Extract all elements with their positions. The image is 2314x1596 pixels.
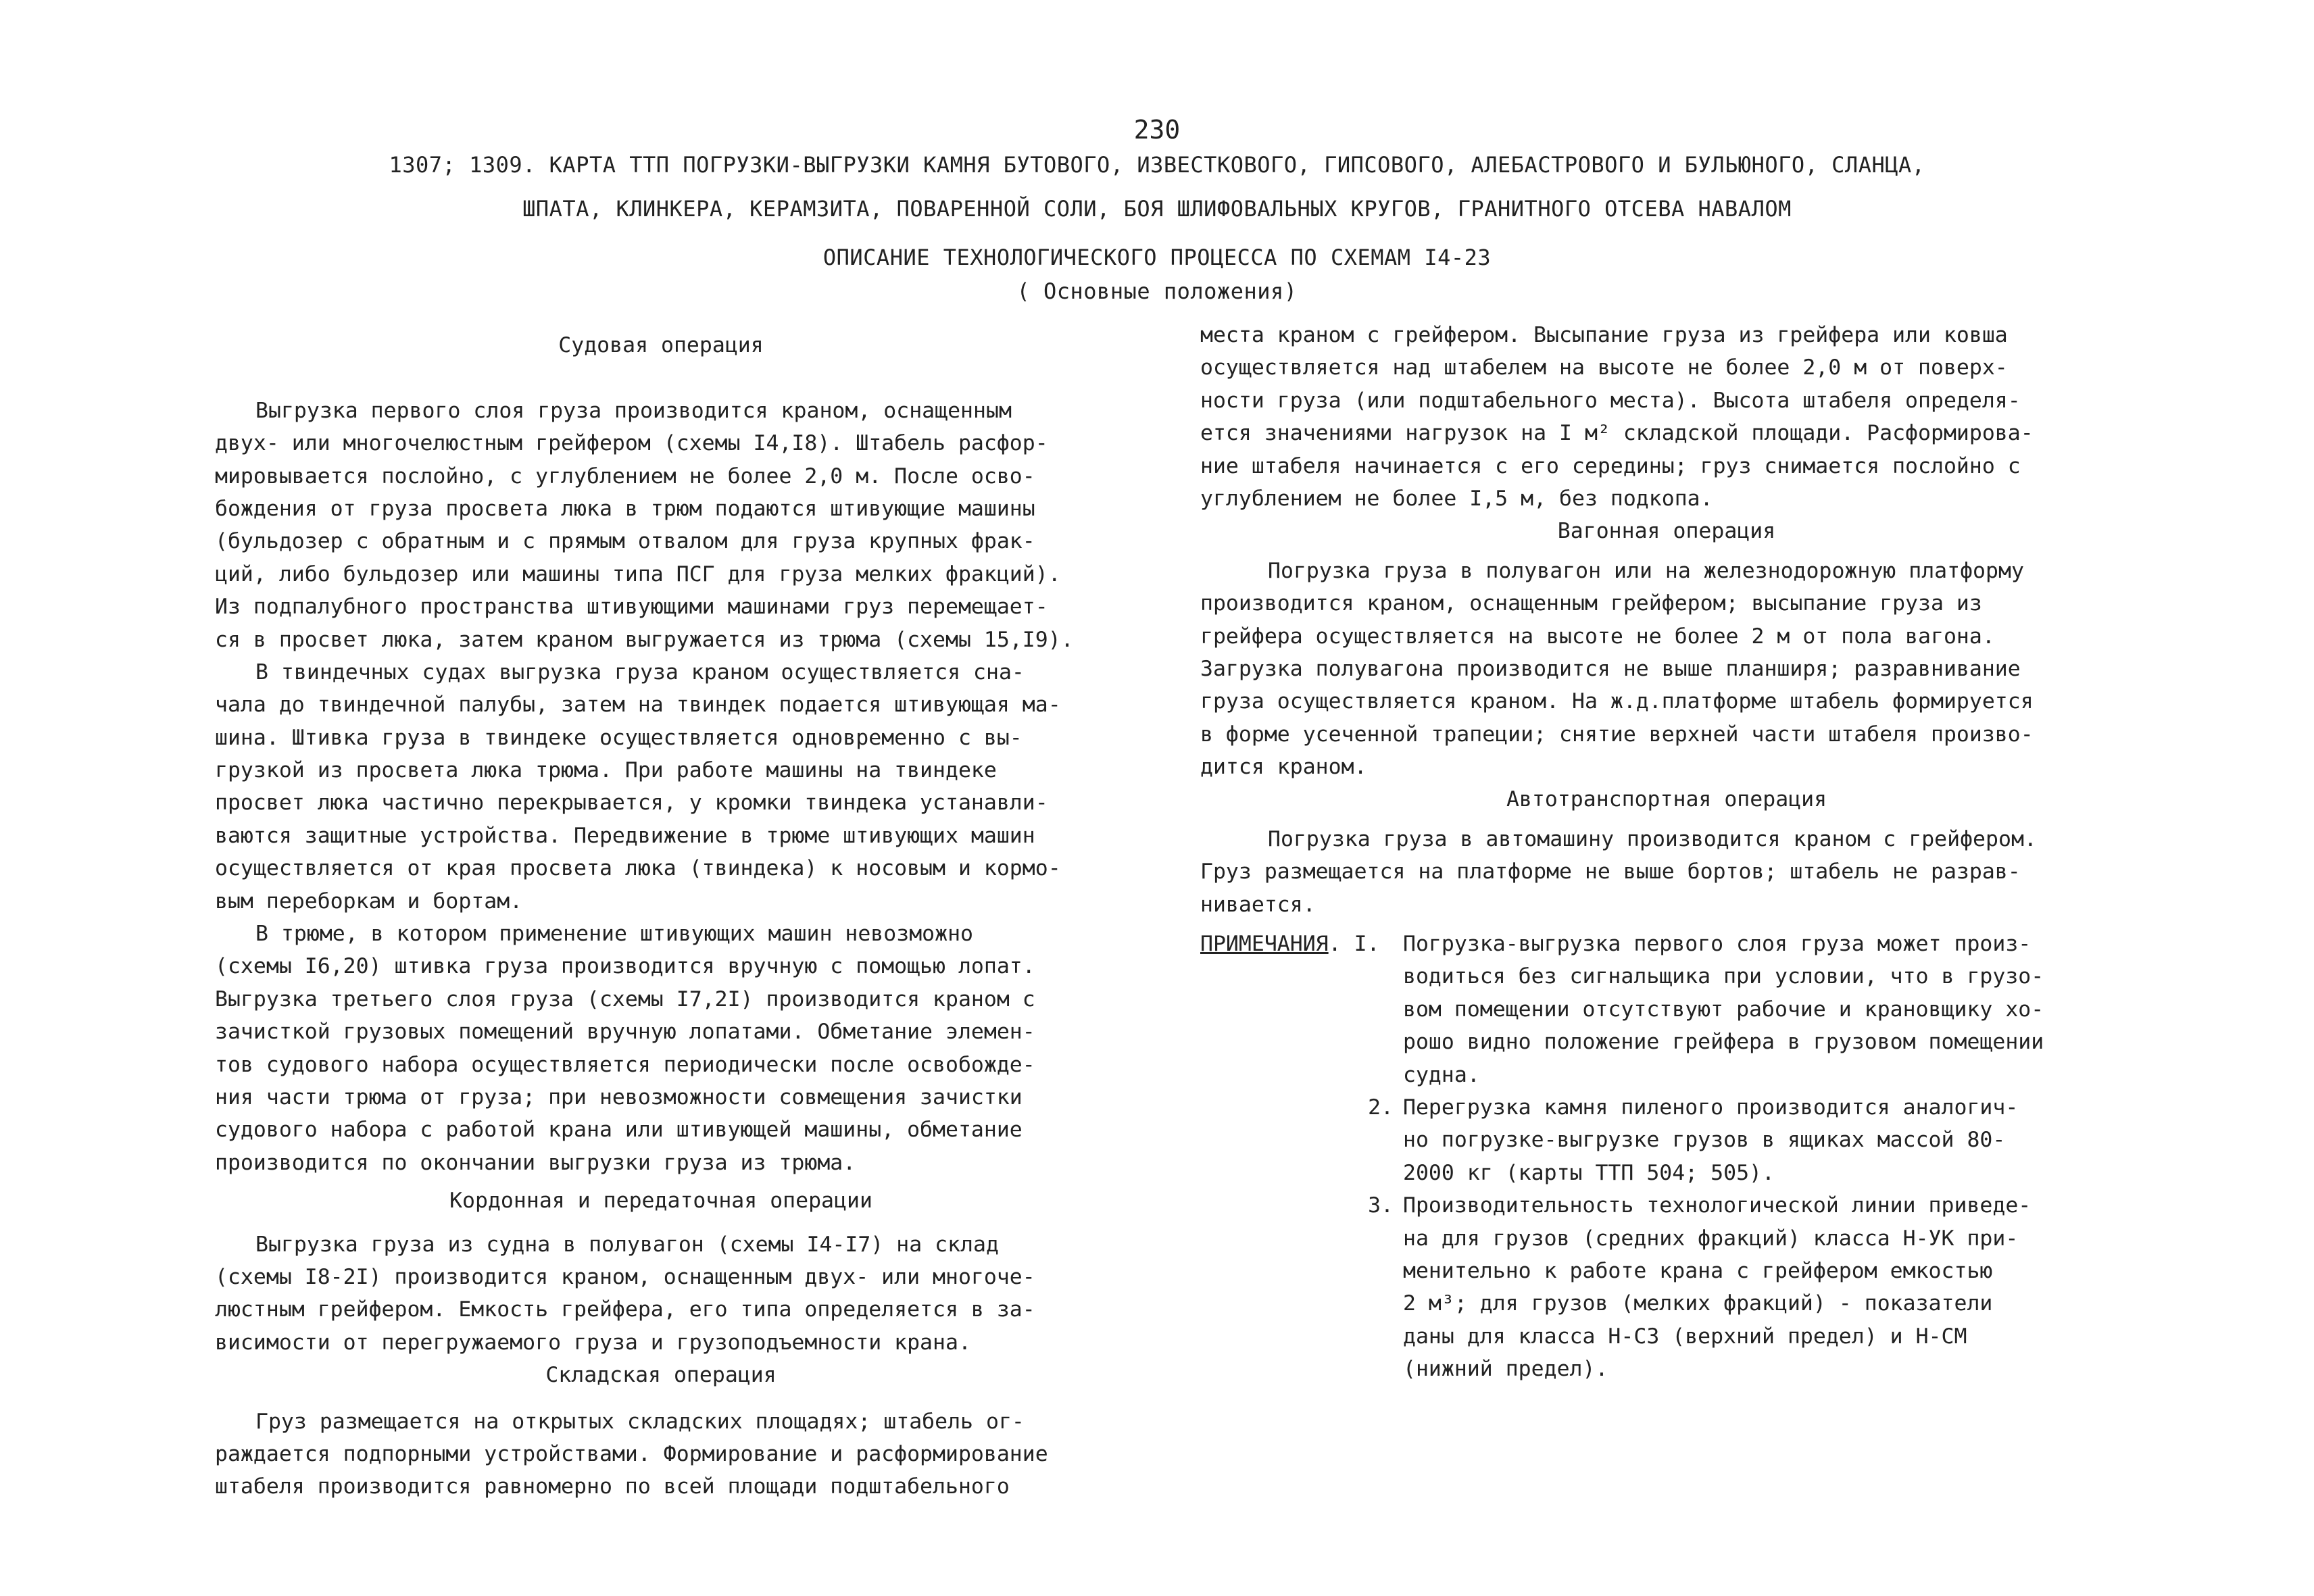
text-line: бождения от груза просвета люка в трюм подаются штивующие машины <box>215 496 1035 521</box>
text-line: Погрузка-выгрузка первого слоя груза может произ- <box>1403 932 2032 957</box>
section-subtitle: ОПИСАНИЕ ТЕХНОЛОГИЧЕСКОГО ПРОЦЕССА ПО СХЕМАМ I4-23 <box>822 245 1492 270</box>
text-line: судового набора с работой крана или штивующей машины, обметание <box>215 1118 1023 1143</box>
text-line: осуществляется над штабелем на высоте не более 2,0 м от поверх- <box>1200 355 2008 380</box>
text-line: (схемы I8-2I) производится краном, оснащенным двух- или многоче- <box>215 1264 1035 1289</box>
note-1-first-line <box>1200 928 2133 960</box>
text-line: осуществляется от края просвета люка (твиндека) к носовым и кормо- <box>215 856 1061 881</box>
text-line: Загрузка полувагона производится не выше планширя; разравнивание <box>1200 656 2021 681</box>
text-line: Выгрузка первого слоя груза производится краном, оснащенным <box>255 398 1012 423</box>
text-line: (бульдозер с обратным и с прямым отвалом для груза крупных фрак- <box>215 529 1035 554</box>
paragraph-auto <box>1200 823 2133 921</box>
text-line: груза осуществляется краном. На ж.д.платформе штабель формируется <box>1200 689 2034 714</box>
paragraph-wagon <box>1200 555 2133 784</box>
paragraph-warehouse-continued <box>1200 319 2133 515</box>
text-line: рошо видно положение грейфера в грузовом помещении <box>1403 1030 2044 1055</box>
text-line: (нижний предел). <box>1403 1357 1608 1382</box>
text-line: Погрузка груза в полувагон или на железнодорожную платформу <box>1268 558 2024 583</box>
note-2-first-line <box>1200 1091 2133 1124</box>
text-line: раждается подпорными устройствами. Формирование и расформирование <box>215 1441 1048 1466</box>
text-line: В твиндечных судах выгрузка груза краном осуществляется сна- <box>255 659 1025 684</box>
text-line: в форме усеченной трапеции; снятие верхней части штабеля произво- <box>1200 722 2034 747</box>
text-line: чала до твиндечной палубы, затем на твиндек подается штивующая ма- <box>215 693 1061 718</box>
text-line: менительно к работе крана с грейфером емкостью <box>1403 1258 1993 1283</box>
text-line: Производительность технологической линии приведе- <box>1403 1193 2032 1218</box>
document-title-line-1: 1307; 1309. КАРТА ТТП ПОГРУЗКИ-ВЫГРУЗКИ КАМНЯ БУТОВОГО, ИЗВЕСТКОВОГО, ГИПСОВОГО, АЛЕБАСТРОВОГО И БУЛЬЮНОГО, СЛАНЦА, <box>389 152 1925 178</box>
text-line: Груз размещается на открытых складских площадях; штабель ог- <box>255 1409 1025 1434</box>
text-line: ся в просвет люка, затем краном выгружается из трюма (схемы 15,I9). <box>215 627 1074 652</box>
note-1-number: . I. <box>1328 932 1380 957</box>
text-line: Выгрузка груза из судна в полувагон (схемы I4-I7) на склад <box>255 1232 999 1257</box>
heading-wagon-operation: Вагонная операция <box>1557 519 1776 544</box>
text-line: Из подпалубного пространства штивующими машинами груз перемещает- <box>215 595 1048 620</box>
text-line: на для грузов (средних фракций) класса Н-УК при- <box>1403 1226 2019 1251</box>
note-2-number: 2. <box>1368 1095 1394 1120</box>
text-line: вом помещении отсутствуют рабочие и крановщику хо- <box>1403 997 2044 1022</box>
text-line: места краном с грейфером. Высыпание груза из грейфера или ковша <box>1200 323 2008 347</box>
text-line: даны для класса Н-СЗ (верхний предел) и Н-СМ <box>1403 1324 1967 1349</box>
text-line: ваются защитные устройства. Передвижение в трюме штивующих машин <box>215 823 1035 848</box>
text-line: ности груза (или подштабельного места). Высота штабеля определя- <box>1200 388 2021 413</box>
text-line: грузкой из просвета люка трюма. При работе машины на твиндеке <box>215 758 997 783</box>
text-line: грейфера осуществляется на высоте не более 2 м от пола вагона. <box>1200 624 1995 649</box>
text-line: но погрузке-выгрузке грузов в ящиках массой 80- <box>1403 1128 2006 1153</box>
left-column <box>215 329 1107 1503</box>
note-3-number: 3. <box>1368 1193 1394 1218</box>
text-line: ется значениями нагрузок на I м² складской площади. Расформирова- <box>1200 421 2034 446</box>
heading-cordon-operation: Кордонная и передаточная операции <box>449 1189 872 1214</box>
text-line: Перегрузка камня пиленого производится аналогич- <box>1403 1095 2019 1120</box>
text-line: углублением не более I,5 м, без подкопа. <box>1200 486 1713 511</box>
text-line: производится по окончании выгрузки груза из трюма. <box>215 1150 856 1175</box>
text-line: ния части трюма от груза; при невозможности совмещения зачистки <box>215 1084 1023 1109</box>
text-line: водиться без сигнальщика при условии, что в грузо- <box>1403 964 2044 989</box>
text-line: судна. <box>1403 1062 1480 1087</box>
text-line: нивается. <box>1200 892 1316 917</box>
text-line: просвет люка частично перекрывается, у кромки твиндека устанавли- <box>215 791 1048 816</box>
text-line: В трюме, в котором применение штивующих машин невозможно <box>255 922 974 947</box>
text-line: 2 м³; для грузов (мелких фракций) - показатели <box>1403 1291 1993 1316</box>
document-title-line-2: ШПАТА, КЛИНКЕРА, КЕРАМЗИТА, ПОВАРЕННОЙ СОЛИ, БОЯ ШЛИФОВАЛЬНЫХ КРУГОВ, ГРАНИТНОГО ОТСЕВА НАВАЛОМ <box>522 196 1792 222</box>
text-line: Выгрузка третьего слоя груза (схемы I7,2I) производится краном с <box>215 987 1035 1012</box>
text-line: штабеля производится равномерно по всей площади подштабельного <box>215 1474 1010 1499</box>
text-line: Погрузка груза в автомашину производится краном с грейфером. <box>1268 826 2037 851</box>
notes-label: ПРИМЕЧАНИЯ <box>1200 932 1329 957</box>
text-line: ций, либо бульдозер или машины типа ПСГ для груза мелких фракций). <box>215 562 1061 587</box>
text-line: (схемы I6,20) штивка груза производится вручную с помощью лопат. <box>215 954 1035 979</box>
heading-ship-operation: Судовая операция <box>558 333 764 357</box>
text-line: мировывается послойно, с углублением не более 2,0 м. После осво- <box>215 464 1035 489</box>
text-line: ние штабеля начинается с его середины; груз снимается послойно с <box>1200 453 2021 478</box>
text-line: висимости от перегружаемого груза и грузоподъемности крана. <box>215 1330 971 1355</box>
text-line: 2000 кг (карты ТТП 504; 505). <box>1403 1160 1775 1185</box>
text-line: шина. Штивка груза в твиндеке осуществляется одновременно с вы- <box>215 725 1023 750</box>
paragraph-ship-2 <box>215 656 1107 918</box>
text-line: люстным грейфером. Емкость грейфера, его типа определяется в за- <box>215 1297 1035 1322</box>
text-line: производится краном, оснащенным грейфером; высыпание груза из <box>1200 591 1982 616</box>
right-column <box>1200 319 2133 1386</box>
heading-warehouse-operation: Складская операция <box>545 1363 777 1388</box>
notes-block <box>1200 928 2133 1385</box>
text-line: Груз размещается на платформе не выше бортов; штабель не разрав- <box>1200 859 2021 884</box>
paragraph-ship-1 <box>215 395 1107 656</box>
text-line: дится краном. <box>1200 755 1367 780</box>
text-line: двух- или многочелюстным грейфером (схемы I4,I8). Штабель расфор- <box>215 431 1048 456</box>
section-subtitle-note: ( Основные положения) <box>1016 278 1298 304</box>
note-3-first-line <box>1200 1189 2133 1222</box>
page-number: 230 <box>1133 115 1181 145</box>
paragraph-warehouse <box>215 1405 1107 1503</box>
paragraph-cordon <box>215 1228 1107 1360</box>
text-line: тов судового набора осуществляется периодически после освобожде- <box>215 1052 1035 1077</box>
paragraph-ship-3 <box>215 918 1107 1179</box>
heading-auto-operation: Автотранспортная операция <box>1506 787 1827 812</box>
text-line: вым переборкам и бортам. <box>215 889 523 914</box>
text-line: зачисткой грузовых помещений вручную лопатами. Обметание элемен- <box>215 1020 1035 1045</box>
